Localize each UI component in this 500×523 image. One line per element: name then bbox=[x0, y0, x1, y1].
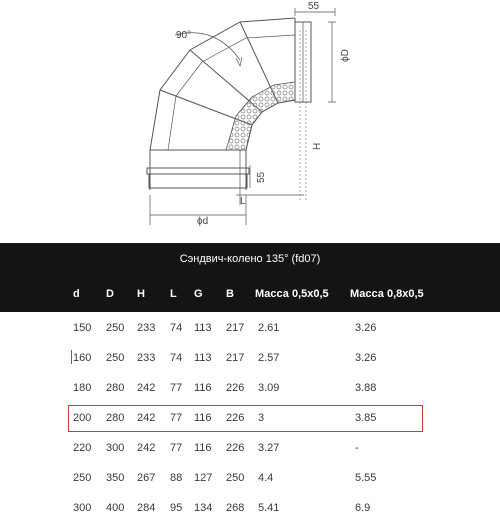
table-cell: 116 bbox=[194, 412, 212, 424]
table-cell: 3 bbox=[258, 412, 265, 424]
table-cell: 220 bbox=[73, 442, 92, 454]
table-cell: 116 bbox=[194, 382, 212, 394]
table-cell: 3.26 bbox=[355, 322, 377, 334]
highlighted-row-outline bbox=[68, 405, 423, 432]
table-cell: 77 bbox=[170, 382, 183, 394]
table-cell: 280 bbox=[106, 412, 125, 424]
length-label: L bbox=[240, 196, 246, 207]
table-cell: 113 bbox=[194, 322, 212, 334]
table-cell: 5.41 bbox=[258, 502, 280, 514]
col-header: D bbox=[106, 288, 114, 300]
col-header: H bbox=[137, 288, 145, 300]
table-cell: 3.26 bbox=[355, 352, 377, 364]
table-cell: 6.9 bbox=[355, 502, 371, 514]
table-cell: 95 bbox=[170, 502, 183, 514]
table-cell: 150 bbox=[73, 322, 92, 334]
table-cell: 226 bbox=[226, 382, 245, 394]
table-row bbox=[0, 313, 500, 343]
table-cell: 180 bbox=[73, 382, 92, 394]
table-cell: 233 bbox=[137, 352, 156, 364]
table-cell: 200 bbox=[73, 412, 92, 424]
table-cell: 250 bbox=[226, 472, 245, 484]
table-cell: 113 bbox=[194, 352, 212, 364]
inner-diameter-label: ϕd bbox=[197, 216, 209, 227]
table-cell: 250 bbox=[73, 472, 92, 484]
table-cell: 5.55 bbox=[355, 472, 377, 484]
table-cell: 77 bbox=[170, 442, 183, 454]
table-cell: 250 bbox=[106, 352, 125, 364]
table-cell: 3.85 bbox=[355, 412, 377, 424]
table-row bbox=[0, 493, 500, 523]
col-header: B bbox=[226, 288, 234, 300]
table-cell: 226 bbox=[226, 412, 245, 424]
table-row bbox=[0, 433, 500, 463]
table-cell: 233 bbox=[137, 322, 156, 334]
table-cell: 77 bbox=[170, 412, 183, 424]
table-cell: 3.27 bbox=[258, 442, 280, 454]
table-cell: 2.61 bbox=[258, 322, 280, 334]
table-cell: 127 bbox=[194, 472, 213, 484]
table-cell: 250 bbox=[106, 322, 125, 334]
outer-diameter-label: ϕD bbox=[340, 49, 351, 62]
table-cell: 242 bbox=[137, 442, 156, 454]
table-cell: 74 bbox=[170, 322, 183, 334]
table-cell: 160 bbox=[73, 352, 92, 364]
table-cell: 242 bbox=[137, 382, 156, 394]
col-header: G bbox=[194, 288, 203, 300]
angle-label: 90° bbox=[176, 30, 192, 41]
table-cell: 400 bbox=[106, 502, 125, 514]
table-cell: 280 bbox=[106, 382, 125, 394]
row-marker bbox=[71, 350, 72, 364]
col-header: L bbox=[170, 288, 177, 300]
table-cell: 134 bbox=[194, 502, 213, 514]
table-cell: 88 bbox=[170, 472, 183, 484]
col-header: Масса 0,5x0,5 bbox=[255, 288, 329, 300]
table-cell: 116 bbox=[194, 442, 212, 454]
table-title: Сэндвич-колено 135° (fd07) bbox=[0, 243, 500, 275]
table-cell: 300 bbox=[106, 442, 125, 454]
table-cell: 242 bbox=[137, 412, 156, 424]
table-cell: - bbox=[355, 442, 359, 454]
table-cell: 3.88 bbox=[355, 382, 377, 394]
top-dimension-label: 55 bbox=[308, 1, 320, 12]
table-cell: 284 bbox=[137, 502, 156, 514]
col-header: d bbox=[73, 288, 80, 300]
collar-dimension-label: 55 bbox=[256, 171, 267, 183]
elbow-technical-drawing bbox=[0, 0, 500, 238]
table-cell: 226 bbox=[226, 442, 245, 454]
table-cell: 300 bbox=[73, 502, 92, 514]
table-cell: 3.09 bbox=[258, 382, 280, 394]
table-cell: 217 bbox=[226, 352, 245, 364]
col-header: Масса 0,8x0,5 bbox=[350, 288, 424, 300]
table-row bbox=[0, 463, 500, 493]
table-cell: 2.57 bbox=[258, 352, 280, 364]
table-cell: 74 bbox=[170, 352, 183, 364]
spec-table bbox=[0, 238, 500, 514]
table-cell: 267 bbox=[137, 472, 156, 484]
table-cell: 4.4 bbox=[258, 472, 274, 484]
table-row bbox=[0, 343, 500, 373]
table-cell: 268 bbox=[226, 502, 245, 514]
height-label: H bbox=[312, 142, 323, 150]
table-header bbox=[0, 275, 500, 312]
table-row bbox=[0, 373, 500, 403]
table-cell: 217 bbox=[226, 322, 245, 334]
table-cell: 350 bbox=[106, 472, 125, 484]
